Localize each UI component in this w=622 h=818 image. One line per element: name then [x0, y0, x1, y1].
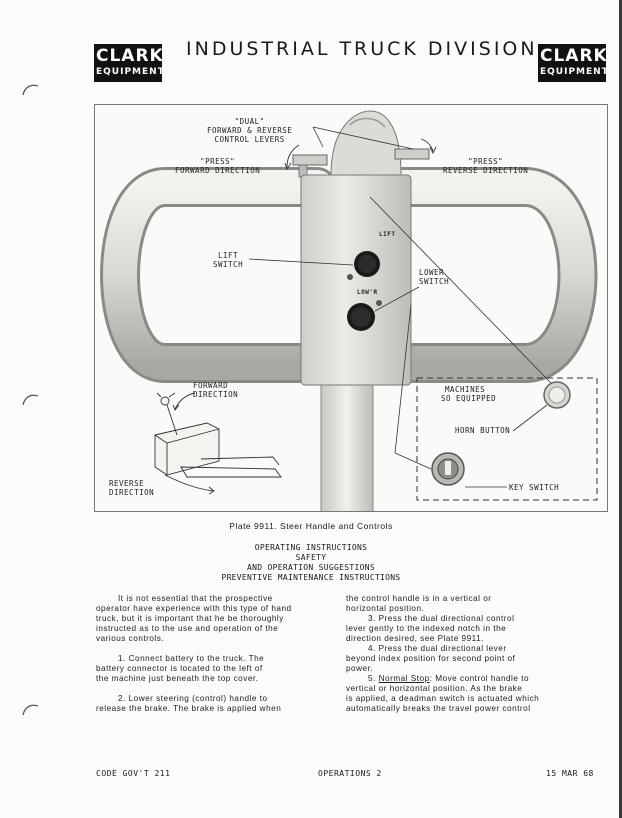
paragraph-step-2-cont	[346, 594, 596, 614]
text-line: power.	[346, 664, 374, 673]
press-reverse-label	[443, 157, 528, 175]
clark-logo-left	[94, 44, 165, 82]
text-line: truck, but it is important that he be thoroughly	[96, 614, 284, 623]
paragraph-step-5	[346, 674, 596, 714]
text-line: automatically breaks the travel power control	[346, 704, 531, 713]
label-line: REVERSE DIRECTION	[443, 166, 529, 175]
dual-levers-label	[207, 117, 292, 144]
text-line: various controls.	[96, 634, 165, 643]
lift-switch-label	[213, 251, 243, 269]
label-line: MACHINES	[445, 385, 486, 394]
label-line: DIRECTION	[193, 390, 239, 399]
text-line: the machine just beneath the top cover.	[96, 674, 259, 683]
key-switch-label: KEY SWITCH	[509, 483, 560, 492]
label-line: FORWARD DIRECTION	[175, 166, 261, 175]
label-line: "DUAL"	[234, 117, 265, 126]
text-line: lever gently to the indexed notch in the	[346, 624, 507, 633]
footer-code: CODE GOV'T 211	[96, 769, 171, 778]
text-line: 4. Press the dual directional lever	[368, 644, 507, 653]
text-line: 2. Lower steering (control) handle to	[118, 694, 268, 703]
paragraph-step-2	[96, 694, 336, 714]
text-line: horizontal position.	[346, 604, 425, 613]
text-line: battery connector is located to the left of	[96, 664, 263, 673]
text-line: beyond index position for second point of	[346, 654, 516, 663]
lower-plate-label: LOW'R	[357, 289, 378, 296]
logo-wordmark: CLARK	[540, 46, 608, 66]
steer-handle-illustration	[95, 105, 608, 512]
paragraph-step-1	[96, 654, 336, 684]
text-line: operator have experience with this type of hand	[96, 604, 292, 613]
text-line: instructed as to the use and operation of the	[96, 624, 279, 633]
lower-switch-label	[419, 268, 449, 286]
label-line: DIRECTION	[109, 488, 155, 497]
text-line: It is not essential that the prospective	[118, 594, 273, 603]
press-forward-label	[175, 157, 260, 175]
section-heading: SAFETY	[295, 553, 327, 562]
page-title: INDUSTRIAL TRUCK DIVISION	[186, 38, 538, 60]
logo-subtitle: EQUIPMENT	[540, 67, 609, 77]
clark-logo-right	[538, 44, 609, 82]
step-text: : Move control handle to	[429, 674, 530, 683]
label-line: SO EQUIPPED	[441, 394, 497, 403]
paragraph-step-4	[346, 644, 596, 674]
label-line: SWITCH	[213, 260, 244, 269]
label-line: CONTROL LEVERS	[214, 135, 285, 144]
label-line: LIFT	[218, 251, 239, 260]
label-line: LOWER	[419, 268, 445, 277]
body-left-column	[96, 594, 336, 714]
punch-hole-mark	[20, 702, 40, 716]
label-line: SWITCH	[419, 277, 450, 286]
text-line: direction desired, see Plate 9911.	[346, 634, 484, 643]
section-heading: AND OPERATION SUGGESTIONS	[247, 563, 375, 572]
figure-caption: Plate 9911. Steer Handle and Controls	[229, 521, 393, 531]
text-line	[346, 674, 596, 684]
text-line: release the brake. The brake is applied when	[96, 704, 282, 713]
forward-direction-label	[193, 381, 238, 399]
label-line: REVERSE	[109, 479, 145, 488]
punch-hole-mark	[20, 392, 40, 406]
paragraph-step-3	[346, 614, 596, 644]
text-line: the control handle is in a vertical or	[346, 594, 492, 603]
logo-wordmark: CLARK	[96, 46, 164, 66]
section-heading: PREVENTIVE MAINTENANCE INSTRUCTIONS	[221, 573, 401, 582]
label-line: FORWARD	[193, 381, 229, 390]
label-line: FORWARD & REVERSE	[207, 126, 293, 135]
reverse-direction-label	[109, 479, 154, 497]
text-line: vertical or horizontal position. As the brake	[346, 684, 523, 693]
punch-hole-mark	[20, 82, 40, 96]
text-line: is applied, a deadman switch is actuated which	[346, 694, 540, 703]
step-number: 5.	[368, 674, 376, 683]
steer-handle-photo	[94, 104, 608, 512]
machines-equipped-label	[441, 385, 496, 403]
text-line: 3. Press the dual directional control	[368, 614, 515, 623]
footer-section: OPERATIONS 2	[318, 769, 382, 778]
label-line: "PRESS"	[468, 157, 504, 166]
step-title: Normal Stop	[378, 674, 430, 683]
footer-date: 15 MAR 68	[546, 769, 594, 778]
logo-subtitle: EQUIPMENT	[96, 67, 165, 77]
horn-button-label: HORN BUTTON	[455, 426, 511, 435]
body-right-column	[346, 594, 596, 714]
section-heading: OPERATING INSTRUCTIONS	[254, 543, 368, 552]
lift-plate-label: LIFT	[379, 231, 396, 238]
label-line: "PRESS"	[200, 157, 236, 166]
text-line: 1. Connect battery to the truck. The	[118, 654, 265, 663]
paragraph-intro	[96, 594, 336, 644]
